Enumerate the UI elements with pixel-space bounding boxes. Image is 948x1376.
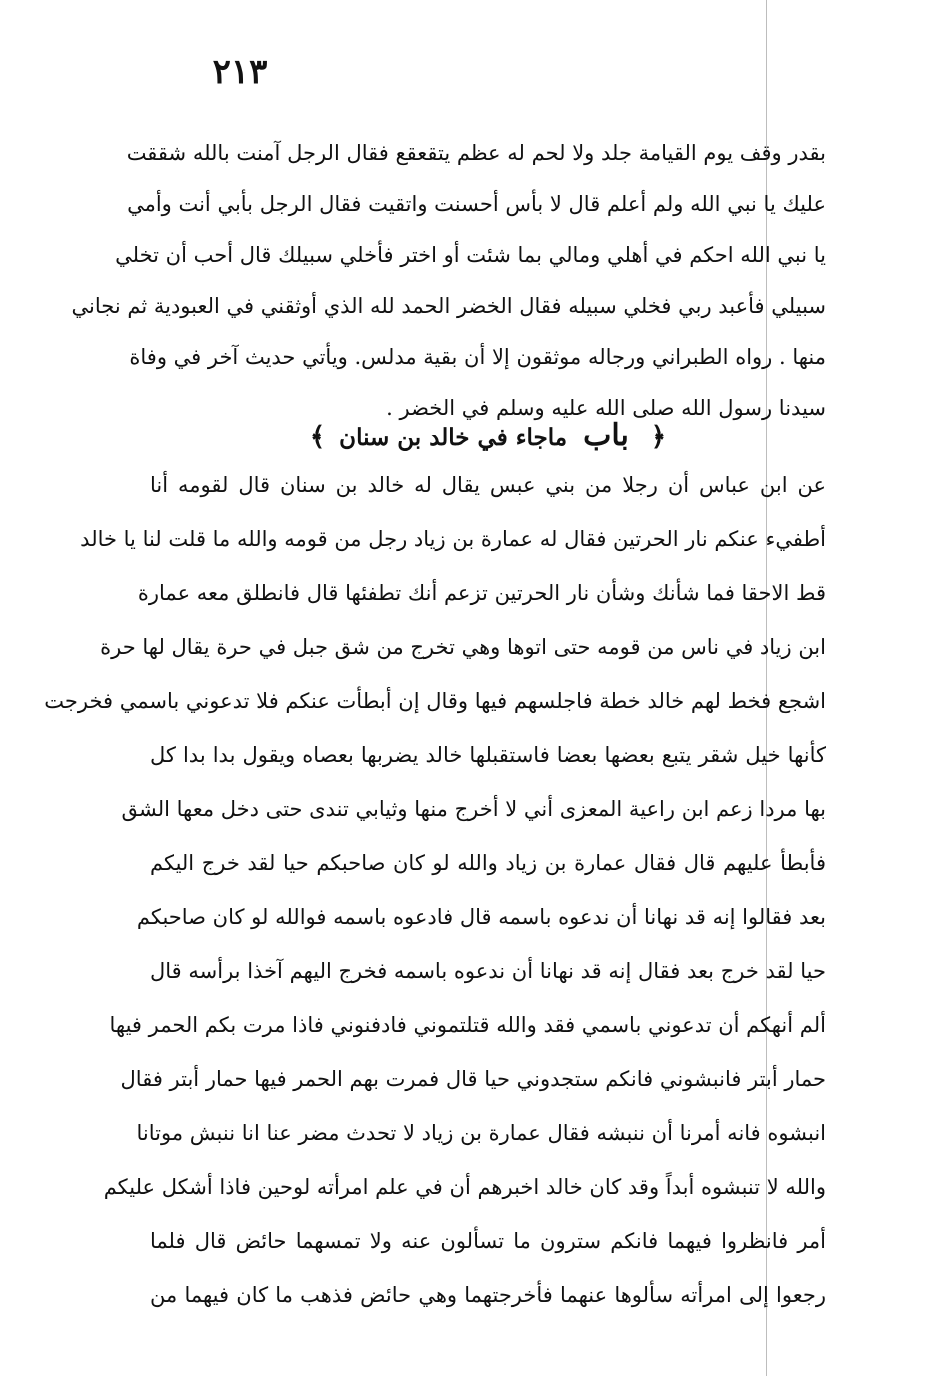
text-line: ألم أنهكم أن تدعوني باسمي فقد والله قتلتموني فادفنوني فاذا مرت بكم الحمر فيها [109,1013,826,1037]
text-line: انبشوه فانه أمرنا أن ننبشه فقال عمارة بن زياد لا تحدث مضر عنا انا ننبش موتانا [136,1121,826,1145]
text-line: منها . رواه الطبراني ورجاله موثقون إلا أن بقية مدلس. ويأتي حديث آخر في وفاة [129,345,826,369]
heading-open-bracket: ﴿ [650,422,667,452]
text-line: والله لا تنبشوه أبداً وقد كان خالد اخبرهم أن في علم امرأته لوحين فاذا أشكل عليكم [103,1175,826,1199]
paragraph-1 [71,128,826,434]
text-line: اشجع فخط لهم خالد خطة فاجلسهم فيها وقال إن أبطأت عنكم فلا تدعوني باسمي فخرجت [44,689,826,713]
text-line: حمار أبتر فانبشوني فانكم ستجدوني حيا قال فمرت بهم الحمر فيها حمار أبتر فقال [120,1067,826,1091]
chapter-heading [150,414,826,458]
heading-bab-label: باب [583,418,629,453]
heading-close-bracket: ﴾ [309,422,326,452]
heading-title: ماجاء في خالد بن سنان [339,424,568,451]
text-line: عليك يا نبي الله ولم أعلم قال لا بأس أحسنت واتقيت فقال الرجل بأبي أنت وأمي [127,192,826,216]
text-line: حيا لقد خرج بعد فقال إنه قد نهانا أن ندعوه باسمه فخرج اليهم آخذا برأسه قال [150,959,826,983]
text-line: بعد فقالوا إنه قد نهانا أن ندعوه باسمه قال فادعوه باسمه فوالله لو كان صاحبكم [136,905,826,929]
text-line: كأنها خيل شقر يتبع بعضها بعضا فاستقبلها خالد يضربها بعصاه ويقول بدا بدا كل [150,743,826,767]
text-line: سبيلي فأعبد ربي فخلي سبيله فقال الخضر الحمد لله الذي أوثقني في العبودية ثم نجاني [71,294,826,318]
text-line: رجعوا إلى امرأته سألوها عنهما فأخرجتهما وهي حائض فذهب ما كان فيهما من [150,1283,826,1307]
text-line: ابن زياد في ناس من قومه حتى اتوها وهي تخرج من شق جبل في حرة يقال لها حرة [100,635,826,659]
paragraph-2 [44,458,826,1322]
page-number: ٢١٣ [212,52,268,92]
text-line: يا نبي الله احكم في أهلي ومالي بما شئت أو اختر فأخلي سبيلك قال أحب أن تخلي [115,243,826,267]
text-line: قط الاحقا فما شأنك وشأن نار الحرتين تزعم أنك تطفئها قال فانطلق معه عمارة [137,581,826,605]
text-line: سيدنا رسول الله صلى الله عليه وسلم في الخضر . [386,396,826,420]
text-line: بقدر وقف يوم القيامة جلد ولا لحم له عظم يتقعقع فقال الرجل آمنت بالله شققت [126,141,826,165]
text-line: أطفيء عنكم نار الحرتين فقال له عمارة بن زياد رجل من قومه والله ما قلت لنا يا خالد [80,527,826,551]
text-line: بها مردا زعم ابن راعية المعزى أني لا أخرج منها وثيابي تندى حتى دخل معها الشق [121,797,826,821]
text-line: عن ابن عباس أن رجلا من بني عبس يقال له خالد بن سنان قال لقومه أنا [150,473,826,497]
text-line: فأبطأ عليهم قال فقال عمارة بن زياد والله لو كان صاحبكم حيا لقد خرج اليكم [150,851,826,875]
text-line: أمر فانظروا فيهما فانكم سترون ما تسألون عنه ولا تمسهما حائض قال فلما [150,1229,826,1253]
